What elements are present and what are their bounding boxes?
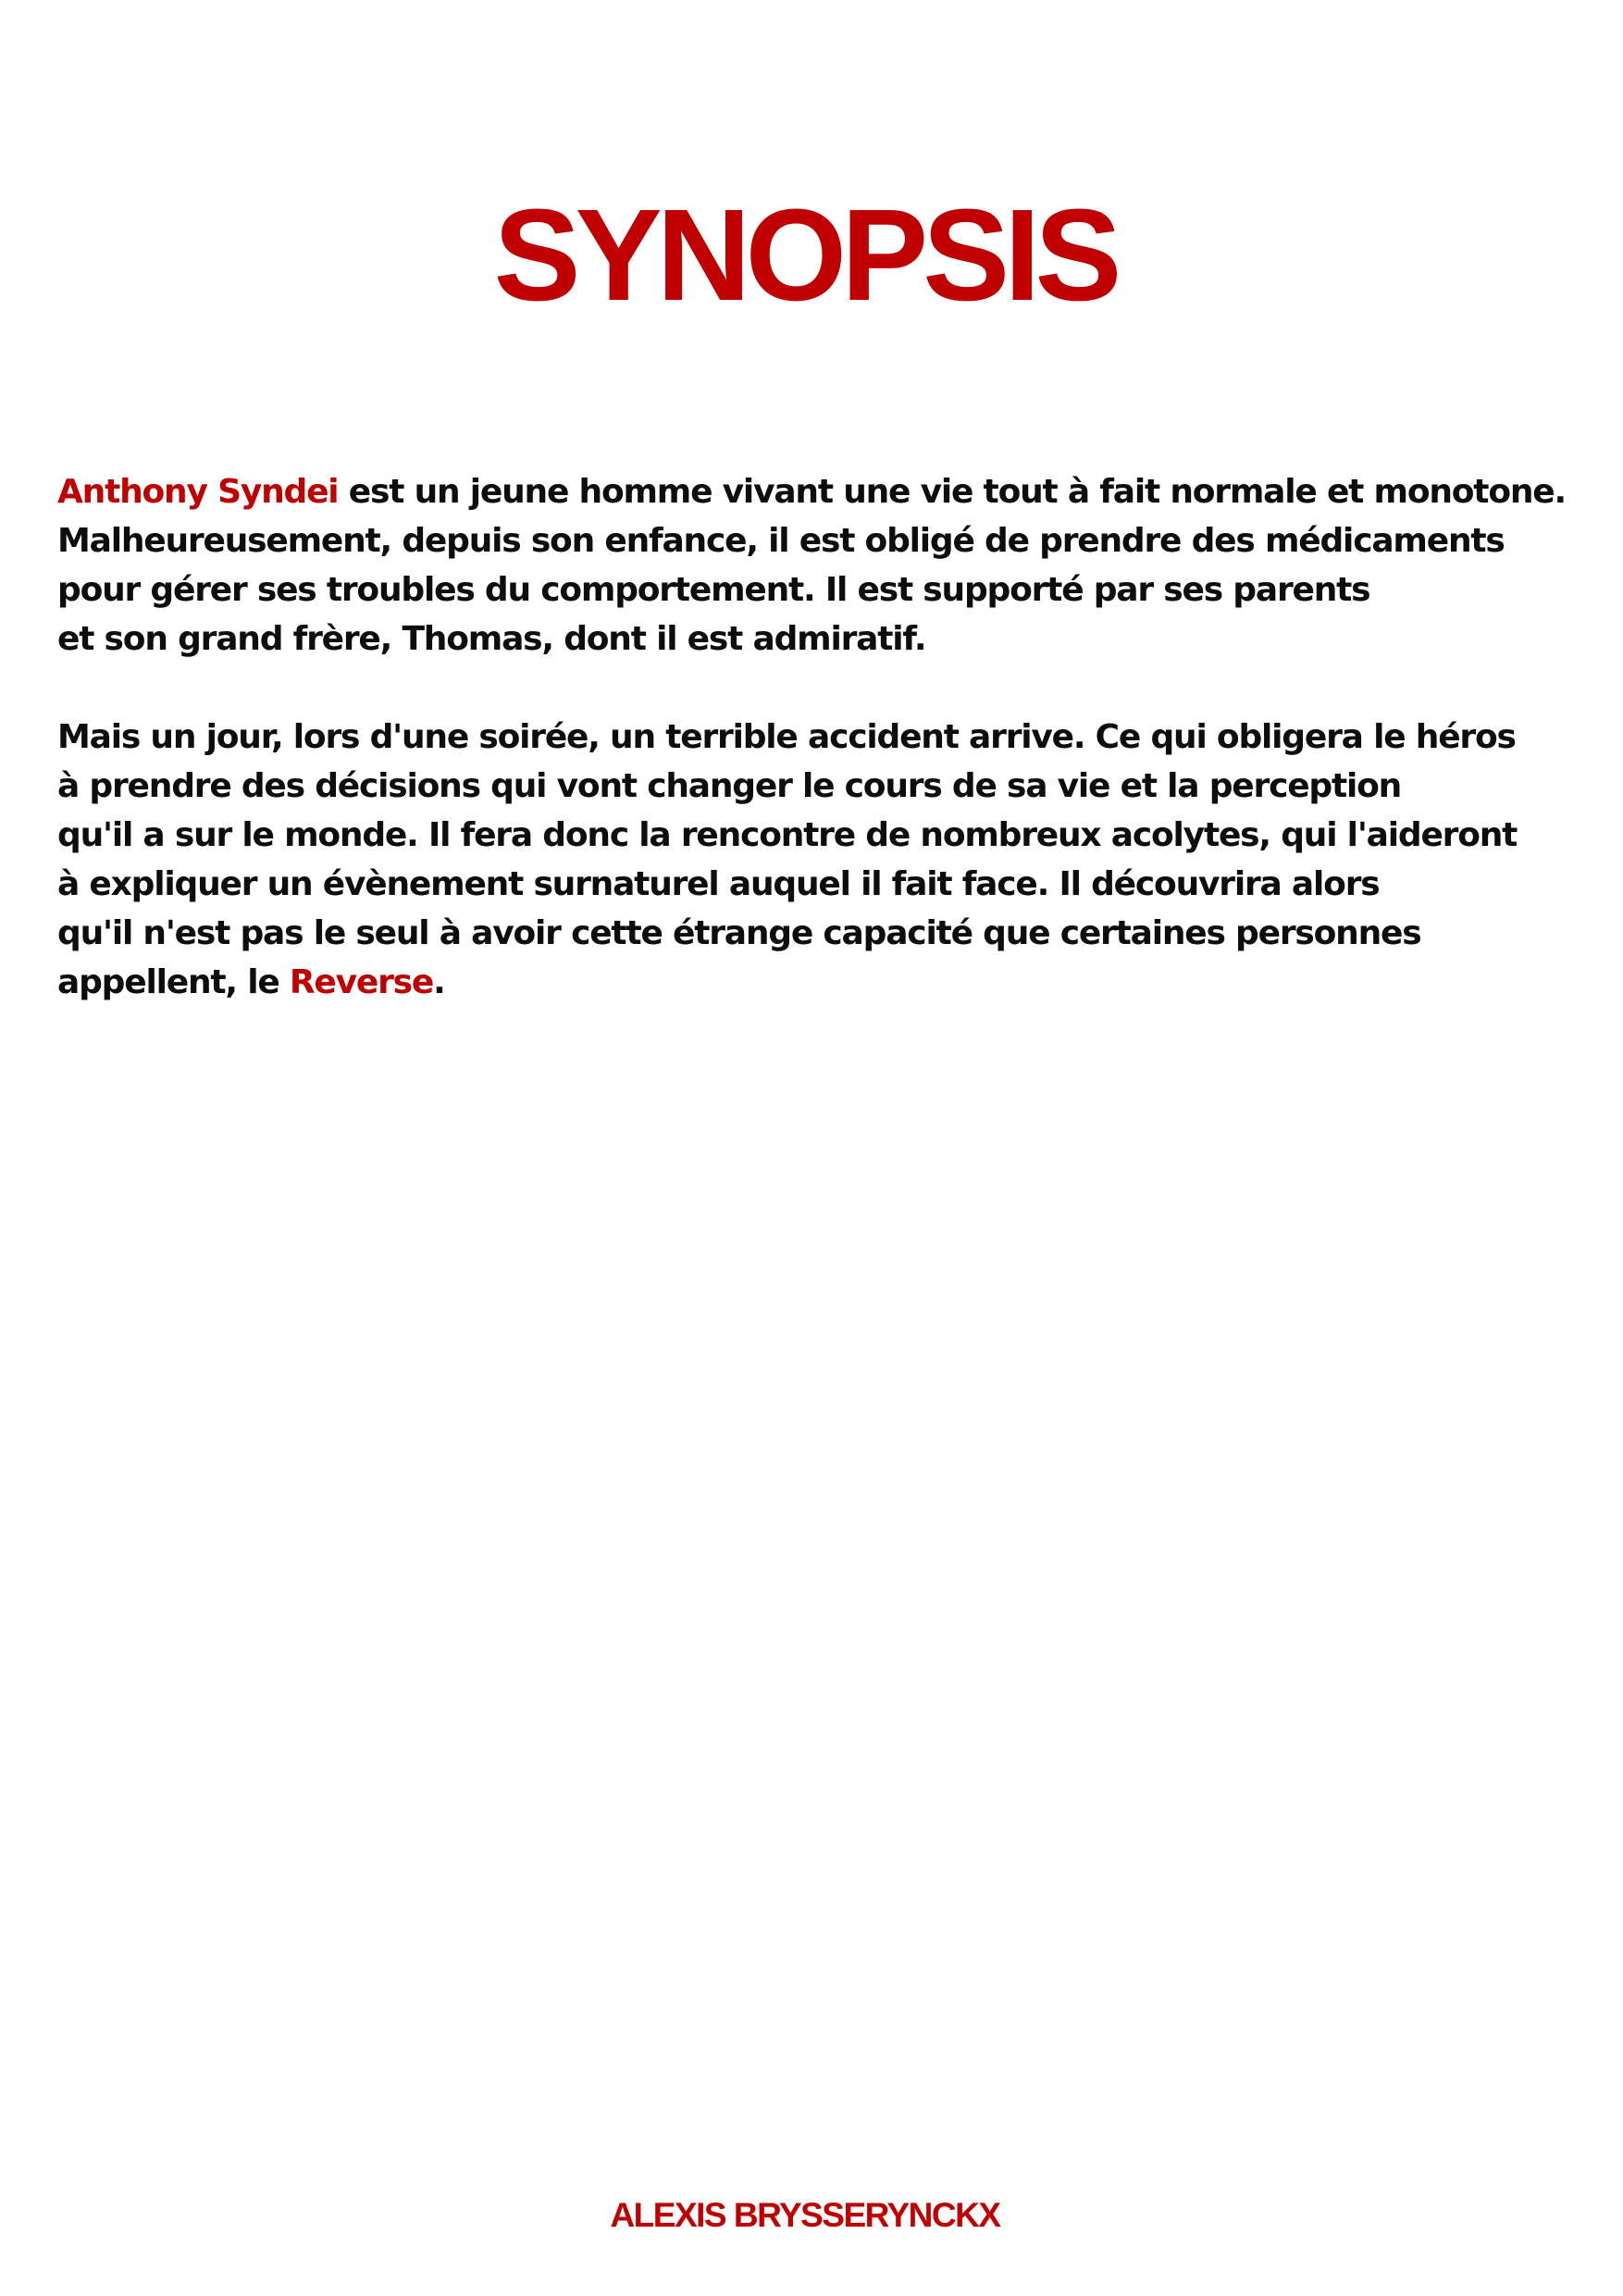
page-title: SYNOPSIS	[493, 181, 1117, 328]
synopsis-body	[57, 467, 1593, 1007]
character-name-highlight: Anthony Syndei	[57, 473, 339, 511]
paragraph-2-line-1: Mais un jour, lors d'une soirée, un terrible accident arrive. Ce qui obligera le héros	[57, 718, 1516, 756]
paragraph-1-line-2: Malheureusement, depuis son enfance, il est obligé de prendre des médicaments	[57, 522, 1505, 560]
paragraph-2-line-6-start: appellent, le	[57, 963, 290, 1001]
paragraph-2-line-5: qu'il n'est pas le seul à avoir cette étrange capacité que certaines personnes	[57, 914, 1421, 952]
paragraph-1-line-4: et son grand frère, Thomas, dont il est admiratif.	[57, 620, 926, 658]
paragraph-2-line-6	[57, 958, 1593, 1007]
paragraph-1-line-1-text: est un jeune homme vivant une vie tout à fait normale et monotone.	[338, 473, 1566, 511]
paragraph-2-line-3: qu'il a sur le monde. Il fera donc la rencontre de nombreux acolytes, qui l'aideront	[57, 816, 1518, 854]
paragraph-gap	[57, 664, 1593, 713]
paragraph-1-line-3: pour gérer ses troubles du comportement. Il est supporté par ses parents	[57, 571, 1370, 609]
paragraph-2-line-2: à prendre des décisions qui vont changer le cours de sa vie et la perception	[57, 767, 1402, 805]
reverse-term-highlight: Reverse	[289, 963, 434, 1001]
paragraph-2-line-4: à expliquer un évènement surnaturel auquel il fait face. Il découvrira alors	[57, 865, 1380, 903]
paragraph-1-line-1	[57, 467, 1593, 516]
paragraph-2-line-6-end: .	[433, 963, 445, 1001]
author-name: ALEXIS BRYSSERYNCKX	[610, 2196, 1000, 2234]
